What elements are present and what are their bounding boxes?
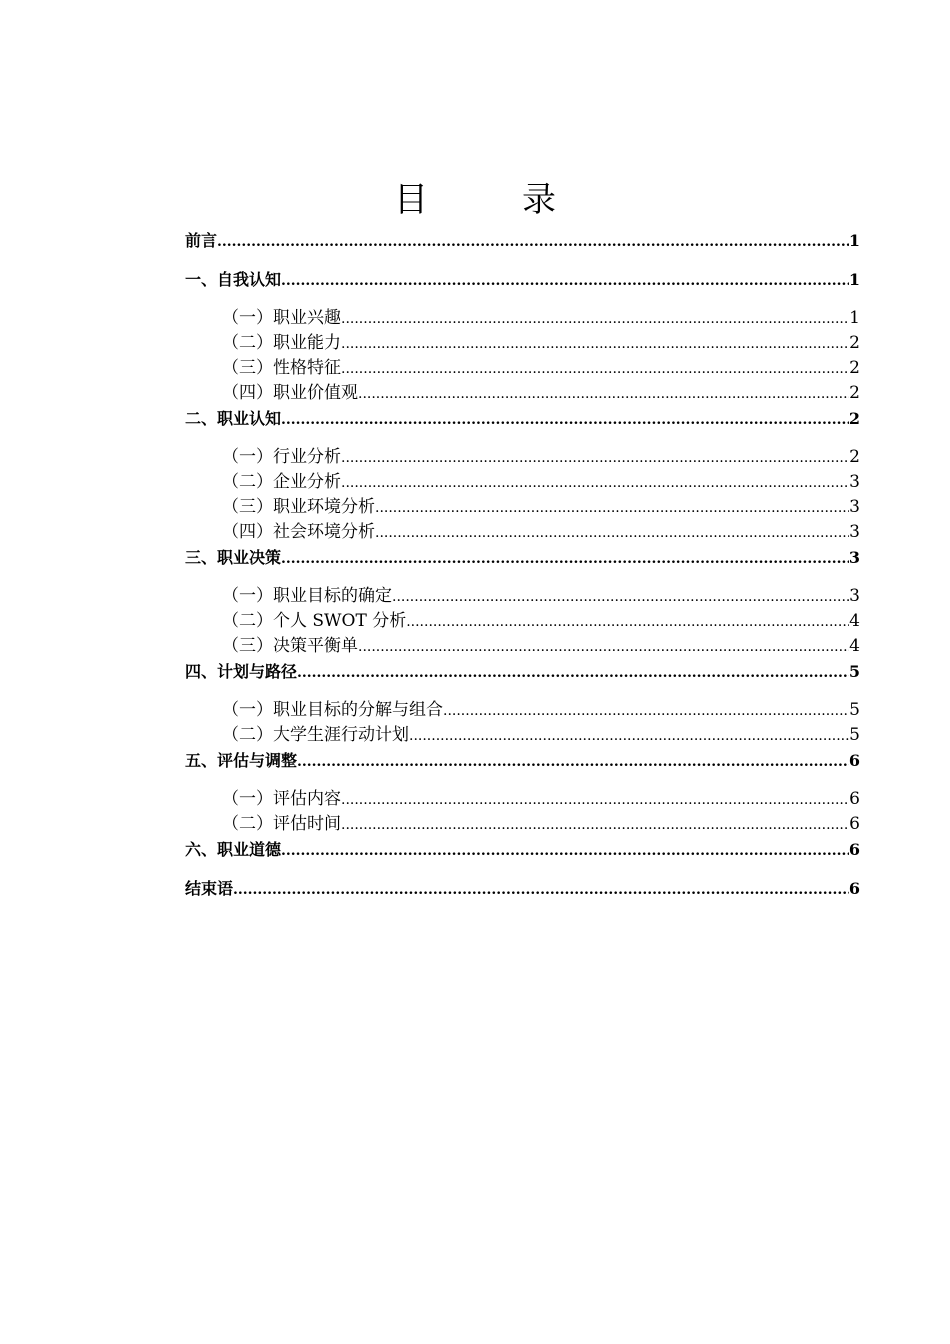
toc-entry-title: （一）职业目标的确定 (222, 586, 392, 606)
toc-dot-leader (358, 635, 849, 660)
toc-dot-leader (297, 661, 849, 686)
toc-dot-leader (375, 521, 849, 546)
toc-dot-leader (341, 357, 849, 382)
toc-dot-leader (375, 496, 849, 521)
toc-entry-page: 3 (849, 497, 860, 517)
toc-entry-title: （二）评估时间 (222, 814, 341, 834)
toc-entry-title: 结束语 (185, 879, 234, 898)
toc-entry-title: 六、职业道德 (185, 840, 282, 859)
toc-entry[interactable] (185, 267, 860, 292)
toc-entry-page: 2 (849, 358, 860, 378)
toc-dot-leader (341, 471, 849, 496)
toc-entry[interactable] (185, 545, 860, 570)
toc-entry-title: （四）职业价值观 (222, 383, 358, 403)
toc-entry-title: 四、计划与路径 (185, 662, 298, 681)
toc-entry-title: 二、职业认知 (185, 409, 282, 428)
toc-entry[interactable] (185, 445, 860, 470)
toc-dot-leader (341, 332, 849, 357)
toc-entry-title: 一、自我认知 (185, 270, 282, 289)
toc-dot-leader (233, 878, 849, 903)
toc-entry-page: 2 (849, 447, 860, 467)
toc-dot-leader (281, 839, 849, 864)
toc-entry-page: 4 (849, 611, 860, 631)
toc-entry-title: （四）社会环境分析 (222, 522, 375, 542)
toc-entry[interactable] (185, 659, 860, 684)
toc-entry-title: （三）性格特征 (222, 358, 341, 378)
toc-entry-page: 2 (849, 333, 860, 353)
toc-entry-title: （二）大学生涯行动计划 (222, 725, 409, 745)
toc-entry[interactable] (185, 228, 860, 253)
toc-entry-title: 五、评估与调整 (185, 751, 298, 770)
toc-entry-page: 1 (849, 308, 860, 328)
toc-entry[interactable] (185, 356, 860, 381)
toc-entry-title: （一）职业目标的分解与组合 (222, 700, 443, 720)
toc-entry-title: （二）企业分析 (222, 472, 341, 492)
toc-dot-leader (297, 750, 849, 775)
toc-dot-leader (281, 269, 849, 294)
toc-entry-title: 三、职业决策 (185, 548, 282, 567)
toc-entry[interactable] (185, 406, 860, 431)
toc-entry[interactable] (185, 723, 860, 748)
toc-dot-leader (341, 307, 849, 332)
toc-entry[interactable] (185, 584, 860, 609)
toc-entry[interactable] (185, 520, 860, 545)
toc-entry-page: 1 (848, 231, 860, 250)
toc-entry-title: （一）行业分析 (222, 447, 341, 467)
toc-entry[interactable] (185, 876, 860, 901)
toc-entry-title: （一）评估内容 (222, 789, 341, 809)
toc-entry-title: （二）职业能力 (222, 333, 341, 353)
toc-dot-leader (358, 382, 849, 407)
toc-entry-page: 3 (849, 586, 860, 606)
toc-entry-page: 6 (848, 840, 860, 859)
toc-entry[interactable] (185, 837, 860, 862)
toc-entry-title: （一）职业兴趣 (222, 308, 341, 328)
toc-entry-page: 2 (848, 409, 860, 428)
toc-dot-leader (341, 788, 849, 813)
toc-entry[interactable] (185, 787, 860, 812)
toc-dot-leader (406, 610, 849, 635)
toc-dot-leader (392, 585, 849, 610)
toc-entry[interactable] (185, 381, 860, 406)
toc-entry-page: 3 (848, 548, 860, 567)
toc-entry[interactable] (185, 331, 860, 356)
toc-entry[interactable] (185, 812, 860, 837)
toc-entry[interactable] (185, 698, 860, 723)
toc-dot-leader (281, 408, 849, 433)
toc-entry-page: 6 (849, 789, 860, 809)
toc-entry-title: 前言 (185, 231, 218, 250)
toc-entry[interactable] (185, 470, 860, 495)
toc-entry-page: 5 (849, 725, 860, 745)
toc-dot-leader (217, 230, 849, 255)
toc-dot-leader (281, 547, 849, 572)
toc-entry-page: 6 (849, 814, 860, 834)
toc-entry-page: 2 (849, 383, 860, 403)
toc-entry-page: 4 (849, 636, 860, 656)
toc-entry-title: （二）个人 SWOT 分析 (222, 611, 407, 631)
toc-entry-page: 1 (848, 270, 860, 289)
toc-dot-leader (341, 446, 849, 471)
toc-entry-title: （三）决策平衡单 (222, 636, 358, 656)
toc-entry-page: 5 (849, 700, 860, 720)
table-of-contents (185, 228, 860, 901)
toc-entry[interactable] (185, 306, 860, 331)
toc-entry-page: 5 (848, 662, 860, 681)
toc-entry[interactable] (185, 495, 860, 520)
toc-entry-title: （三）职业环境分析 (222, 497, 375, 517)
page-title: 目 录 (394, 180, 586, 220)
toc-dot-leader (409, 724, 849, 749)
toc-entry-page: 6 (848, 879, 860, 898)
toc-entry[interactable] (185, 748, 860, 773)
toc-entry-page: 3 (849, 522, 860, 542)
toc-entry-page: 3 (849, 472, 860, 492)
toc-entry[interactable] (185, 634, 860, 659)
toc-dot-leader (341, 813, 849, 838)
toc-dot-leader (443, 699, 849, 724)
toc-entry-page: 6 (848, 751, 860, 770)
toc-entry[interactable] (185, 609, 860, 634)
